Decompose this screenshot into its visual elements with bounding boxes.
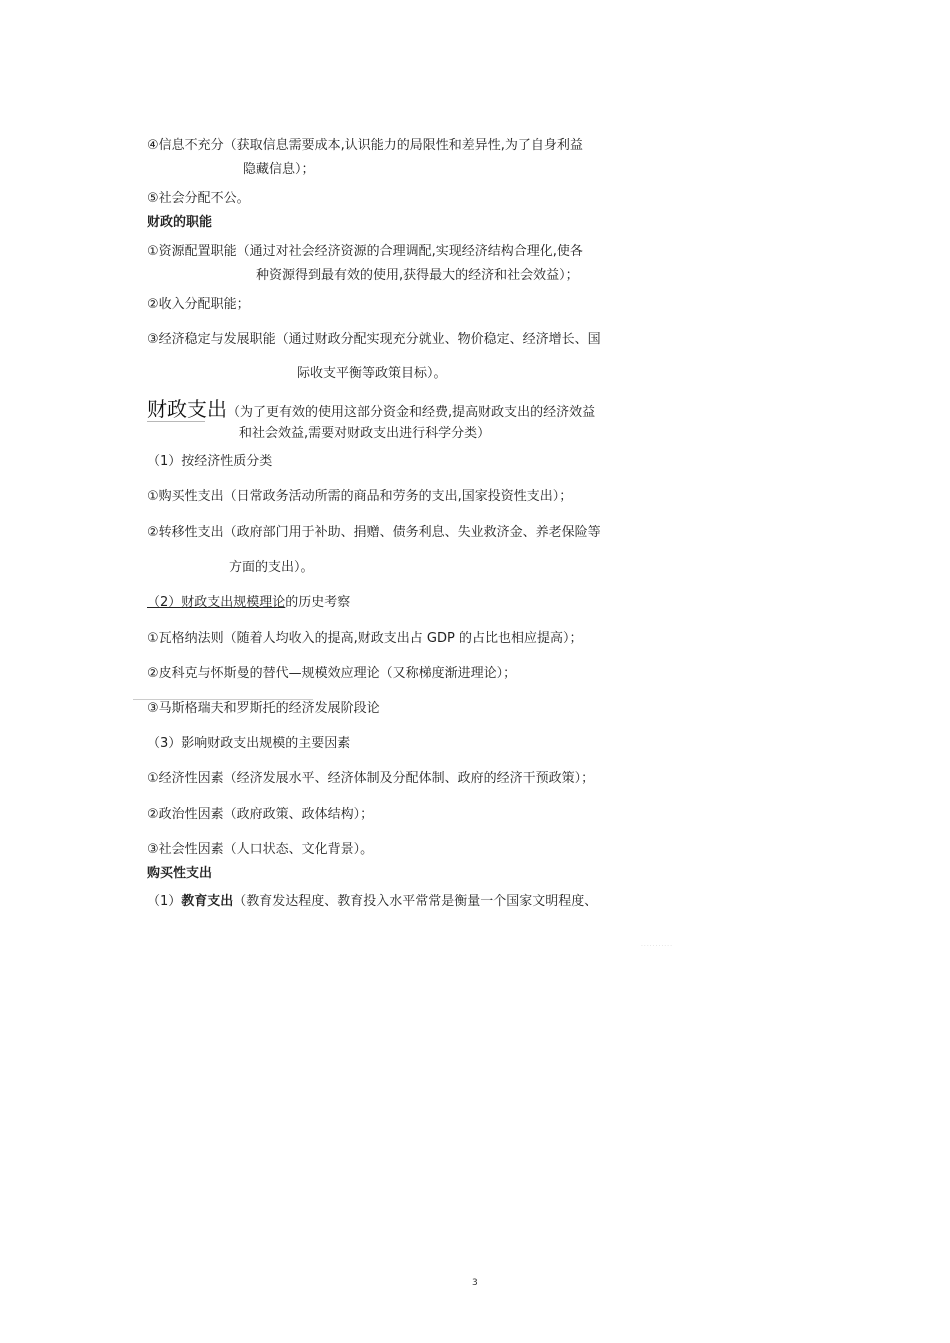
section-heading: 财政的职能 [147,215,213,230]
text-span: （1） [147,894,182,909]
text-line: ②转移性支出（政府部门用于补助、捐赠、债务利息、失业救济金、养老保险等 [147,525,601,540]
heading-underline [147,421,205,422]
text-line: 种资源得到最有效的使用,获得最大的经济和社会效益）； [256,268,579,283]
bold-term: 教育支出 [181,894,234,909]
text-line: 际收支平衡等政策目标）。 [297,366,447,381]
text-line: ①瓦格纳法则（随着人均收入的提高,财政支出占 GDP 的占比也相应提高）； [147,631,583,646]
text-line: ①经济性因素（经济发展水平、经济体制及分配体制、政府的经济干预政策）； [147,771,595,786]
section-heading: 购买性支出 [147,866,213,881]
text-line: ③社会性因素（人口状态、文化背景）。 [147,842,374,857]
text-line: ②收入分配职能； [147,297,250,312]
heading-note: （为了更有效的使用这部分资金和经费,提高财政支出的经济效益 [227,405,596,420]
text-line: （3）影响财政支出规模的主要因素 [147,736,351,751]
text-span: 的历史考察 [285,595,351,610]
text-line: ①购买性支出（日常政务活动所需的商品和劳务的支出,国家投资性支出）； [147,489,573,504]
text-line: ③经济稳定与发展职能（通过财政分配实现充分就业、物价稳定、经济增长、国 [147,332,601,347]
page-number: 3 [472,1278,478,1288]
text-line [147,893,597,911]
text-line: ⑤社会分配不公。 [147,191,250,206]
text-line: ②政治性因素（政府政策、政体结构）； [147,807,374,822]
text-line: ③马斯格瑞夫和罗斯托的经济发展阶段论 [147,701,380,716]
text-line: ②皮科克与怀斯曼的替代—规模效应理论（又称梯度渐进理论）； [147,666,517,681]
dot-leader-decoration: ··········· [641,943,673,950]
text-line: ④信息不充分（获取信息需要成本,认识能力的局限性和差异性,为了自身利益 [147,138,583,153]
large-heading: 财政支出 [147,397,227,421]
text-line: （1）按经济性质分类 [147,454,273,469]
text-line: 方面的支出）。 [229,560,314,575]
text-span: （教育发达程度、教育投入水平常常是衡量一个国家文明程度、 [233,894,598,909]
text-line [147,397,595,422]
underlined-text: （2）财政支出规模理论 [147,595,286,610]
text-line: 隐藏信息）； [243,162,315,177]
text-line [147,594,350,612]
text-line: 和社会效益,需要对财政支出进行科学分类） [239,426,491,441]
text-line: ①资源配置职能（通过对社会经济资源的合理调配,实现经济结构合理化,使各 [147,244,583,259]
